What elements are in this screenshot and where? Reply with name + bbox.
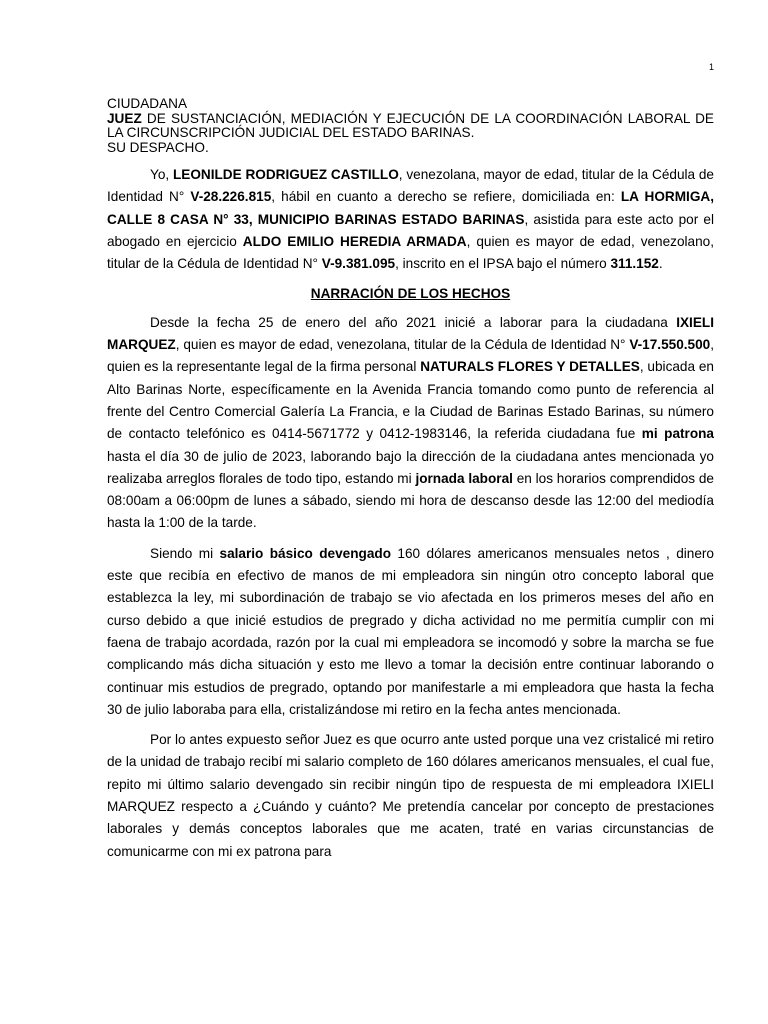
addressee-header <box>107 97 714 155</box>
intro-paragraph: Yo, LEONILDE RODRIGUEZ CASTILLO, venezolana, mayor de edad, titular de la Cédula de Identidad N° V-28.226.815, hábil en cuanto a derecho se refiere, domiciliada en: LA HORMIGA, CALLE 8 CASA N° 33, MUNICIPIO BARINAS ESTADO BARINAS, asistida para este acto por el abogado en ejercicio ALDO EMILIO HEREDIA ARMADA, quien es mayor de edad, venezolano, titular de la Cédula de Identidad N° V-9.381.095, inscrito en el IPSA bajo el número 311.152. <box>107 167 715 272</box>
header-line-ciudadana: CIUDADANA <box>107 96 188 111</box>
facts-paragraph-1: Desde la fecha 25 de enero del año 2021 inicié a laborar para la ciudadana IXIELI MARQUEZ, quien es mayor de edad, venezolana, titular de la Cédula de Identidad N° V-17.550.500, quien es la representante legal de la firma personal NATURALS FLORES Y DETALLES, ubicada en Alto Barinas Norte, específicamente en la Avenida Francia tomando como punto de referencia al frente del Centro Comercial Galería La Francia, e la Ciudad de Barinas Estado Barinas, su número de contacto telefónico es 0414-5671772 y 0412-1983146, la referida ciudadana fue mi patrona hasta el día 30 de julio de 2023, laborando bajo la dirección de la ciudadana antes mencionada yo realizaba arreglos florales de todo tipo, estando mi jornada laboral en los horarios comprendidos de 08:00am a 06:00pm de lunes a sábado, siendo mi hora de descanso desde las 12:00 del mediodía hasta la 1:00 de la tarde. <box>107 314 714 531</box>
section-title: NARRACIÓN DE LOS HECHOS <box>310 286 511 302</box>
facts-paragraph-2: Siendo mi salario básico devengado 160 dólares americanos mensuales netos , dinero este que recibía en efectivo de manos de mi empleadora sin ningún otro concepto laboral que establezca la ley, mi subordinación de trabajo se vio afectada en los primeros meses del año en curso debido a que inicié estudios de pregrado y dicha actividad no me permitía cumplir con mi faena de trabajo acordada, razón por la cual mi empleadora se incomodó y sobre la marcha se fue complicando más dicha situación y esto me llevo a tomar la decisión entre continuar laborando o continuar mis estudios de pregrado, optando por manifestarle a mi empleadora que hasta la fecha 30 de julio laboraba para ella, cristalizándose mi retiro en la fecha antes mencionada. <box>107 545 714 717</box>
facts-paragraph-3: Por lo antes expuesto señor Juez es que ocurro ante usted porque una vez cristalicé mi retiro de la unidad de trabajo recibí mi salario completo de 160 dólares americanos mensuales, el cual fue, repito mi último salario devengado sin recibir ningún tipo de respuesta de mi empleadora IXIELI MARQUEZ respecto a ¿Cuándo y cuánto? Me pretendía cancelar por concepto de prestaciones laborales y demás conceptos laborales que me acaten, traté en varias circunstancias de comunicarme con mi ex patrona para <box>107 732 714 859</box>
document-body <box>107 164 714 871</box>
page-number: 1 <box>708 62 714 72</box>
header-juez: JUEZ <box>107 110 142 126</box>
header-su-despacho: SU DESPACHO. <box>107 139 209 155</box>
header-court-name: JUEZ DE SUSTANCIACIÓN, MEDIACIÓN Y EJECUCIÓN DE LA COORDINACIÓN LABORAL DE LA CIRCUNSCRIPCIÓN JUDICIAL DEL ESTADO BARINAS. <box>107 110 714 140</box>
